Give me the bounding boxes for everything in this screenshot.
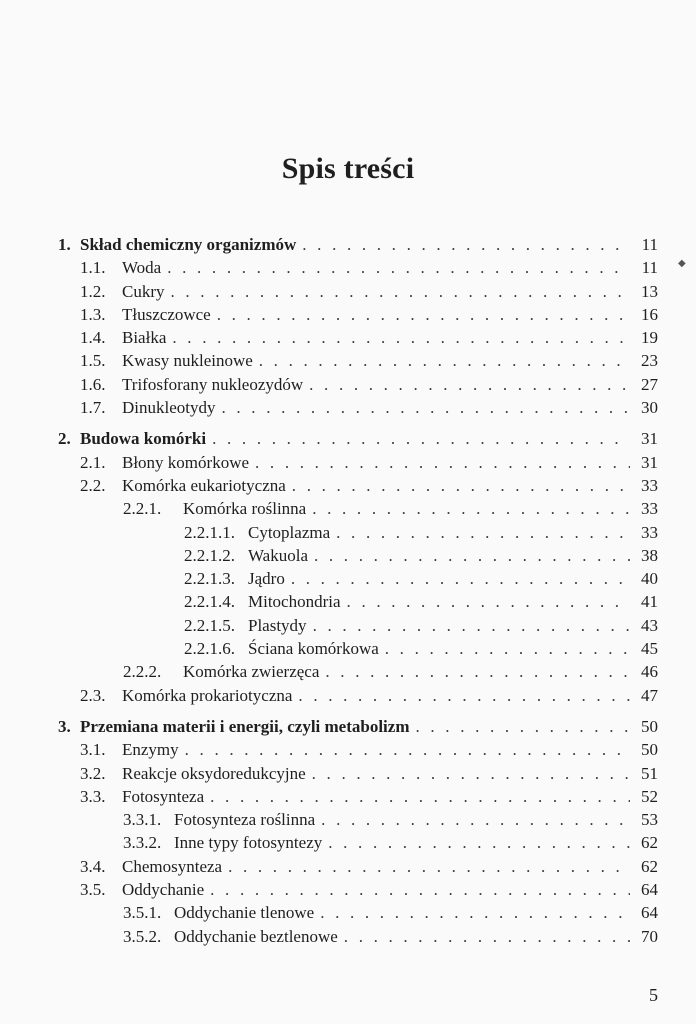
toc-entry[interactable] bbox=[58, 280, 658, 303]
toc-entry-title: Komórka roślinna bbox=[183, 499, 307, 519]
dot-leader bbox=[302, 233, 630, 256]
toc-entry-number: 2.2.1.4. bbox=[184, 592, 235, 612]
toc-entry-title: Fotosynteza bbox=[122, 786, 205, 806]
toc-entry-page: 40 bbox=[641, 569, 658, 589]
toc-entry-number: 1.6. bbox=[80, 374, 106, 394]
toc-entry[interactable] bbox=[58, 855, 658, 878]
toc-entry-title: Cukry bbox=[122, 281, 165, 301]
dot-leader bbox=[210, 878, 630, 901]
toc-entry-number: 2.2.1.3. bbox=[184, 569, 235, 589]
dot-leader bbox=[309, 373, 630, 396]
toc-entry-title: Inne typy fotosyntezy bbox=[174, 833, 323, 853]
dot-leader bbox=[385, 637, 630, 660]
toc-entry[interactable] bbox=[58, 878, 658, 901]
toc-entry[interactable] bbox=[58, 256, 658, 279]
margin-mark: ◆ bbox=[678, 258, 686, 269]
toc-entry-title: Przemiana materii i energii, czyli metabolizm bbox=[80, 716, 410, 736]
dot-leader bbox=[291, 567, 630, 590]
table-of-contents bbox=[58, 233, 658, 948]
toc-entry-page: 31 bbox=[641, 452, 658, 472]
toc-entry-title: Jądro bbox=[248, 569, 285, 589]
toc-entry-number: 1.5. bbox=[80, 351, 106, 371]
dot-leader bbox=[222, 396, 631, 419]
toc-entry-title: Oddychanie beztlenowe bbox=[174, 926, 338, 946]
toc-entry-number: 1. bbox=[58, 235, 71, 254]
toc-entry-page: 47 bbox=[641, 685, 658, 705]
toc-entry-page: 50 bbox=[641, 716, 658, 736]
toc-entry-title: Oddychanie tlenowe bbox=[174, 903, 315, 923]
toc-entry-title: Oddychanie bbox=[122, 880, 205, 900]
toc-entry-number: 1.2. bbox=[80, 281, 106, 301]
toc-entry[interactable] bbox=[58, 303, 658, 326]
toc-entry-number: 2.2.1.1. bbox=[184, 522, 235, 542]
toc-entry[interactable] bbox=[58, 521, 658, 544]
toc-entry[interactable] bbox=[58, 373, 658, 396]
toc-entry-page: 33 bbox=[641, 499, 658, 519]
toc-entry-number: 3.4. bbox=[80, 856, 106, 876]
toc-entry-number: 3.5.1. bbox=[123, 903, 162, 923]
toc-entry[interactable] bbox=[58, 451, 658, 474]
toc-entry-title: Białka bbox=[122, 328, 167, 348]
toc-entry-page: 11 bbox=[641, 258, 658, 278]
toc-chapter-entry[interactable] bbox=[58, 427, 658, 450]
dot-leader bbox=[228, 855, 630, 878]
toc-chapter-entry[interactable] bbox=[58, 715, 658, 738]
toc-entry[interactable] bbox=[58, 762, 658, 785]
dot-leader bbox=[321, 808, 630, 831]
toc-entry-title: Budowa komórki bbox=[80, 429, 207, 449]
toc-entry[interactable] bbox=[58, 738, 658, 761]
toc-entry[interactable] bbox=[58, 925, 658, 948]
toc-entry-title: Plastydy bbox=[248, 615, 307, 635]
toc-entry-title: Chemosynteza bbox=[122, 856, 223, 876]
toc-entry-page: 46 bbox=[641, 662, 658, 682]
toc-entry-page: 62 bbox=[641, 833, 658, 853]
toc-entry-number: 2.2.1.5. bbox=[184, 615, 235, 635]
toc-entry-number: 1.3. bbox=[80, 304, 106, 324]
toc-entry-number: 3. bbox=[58, 716, 71, 736]
toc-entry-number: 1.1. bbox=[80, 258, 106, 278]
toc-entry-number: 2.2.1. bbox=[123, 499, 162, 519]
toc-entry[interactable] bbox=[58, 326, 658, 349]
toc-entry-title: Enzymy bbox=[122, 740, 179, 760]
toc-entry-page: 33 bbox=[641, 475, 658, 495]
toc-entry[interactable] bbox=[58, 660, 658, 683]
toc-entry-page: 23 bbox=[641, 351, 658, 371]
toc-entry-title: Cytoplazma bbox=[248, 522, 331, 542]
toc-entry[interactable] bbox=[58, 901, 658, 924]
toc-entry-title: Komórka eukariotyczna bbox=[122, 475, 286, 495]
toc-entry-number: 2.2.1.2. bbox=[184, 545, 235, 565]
toc-entry-title: Dinukleotydy bbox=[122, 398, 216, 418]
toc-entry-page: 38 bbox=[641, 545, 658, 565]
toc-entry-page: 16 bbox=[641, 304, 658, 324]
toc-entry-page: 41 bbox=[641, 592, 658, 612]
toc-chapter-entry[interactable] bbox=[58, 233, 658, 256]
dot-leader bbox=[217, 303, 630, 326]
toc-entry-title: Kwasy nukleinowe bbox=[122, 351, 253, 371]
toc-entry-page: 33 bbox=[641, 522, 658, 542]
toc-entry-number: 3.5.2. bbox=[123, 926, 162, 946]
toc-entry-title: Mitochondria bbox=[248, 592, 341, 612]
toc-entry-page: 51 bbox=[641, 763, 658, 783]
toc-entry-number: 3.1. bbox=[80, 740, 106, 760]
dot-leader bbox=[328, 831, 630, 854]
dot-leader bbox=[255, 451, 630, 474]
toc-entry[interactable] bbox=[58, 785, 658, 808]
toc-entry[interactable] bbox=[58, 544, 658, 567]
toc-entry-number: 1.7. bbox=[80, 398, 106, 418]
page-number: 5 bbox=[649, 985, 658, 1005]
toc-entry-title: Fotosynteza roślinna bbox=[174, 810, 316, 830]
toc-entry[interactable] bbox=[58, 637, 658, 660]
dot-leader bbox=[312, 762, 630, 785]
toc-entry-title: Trifosforany nukleozydów bbox=[122, 374, 304, 394]
toc-entry-page: 19 bbox=[641, 328, 658, 348]
dot-leader bbox=[298, 684, 630, 707]
toc-entry-number: 2.2.2. bbox=[123, 662, 162, 682]
toc-entry-title: Reakcje oksydoredukcyjne bbox=[122, 763, 306, 783]
dot-leader bbox=[344, 925, 630, 948]
toc-entry-number: 2.3. bbox=[80, 685, 106, 705]
toc-entry-page: 64 bbox=[641, 880, 658, 900]
toc-entry-number: 3.2. bbox=[80, 763, 106, 783]
toc-entry-page: 30 bbox=[641, 398, 658, 418]
toc-entry[interactable] bbox=[58, 808, 658, 831]
dot-leader bbox=[320, 901, 630, 924]
toc-entry-page: 50 bbox=[641, 740, 658, 760]
toc-entry-number: 1.4. bbox=[80, 328, 106, 348]
toc-entry-title: Wakuola bbox=[248, 545, 308, 565]
toc-entry[interactable] bbox=[58, 684, 658, 707]
dot-leader bbox=[292, 474, 630, 497]
dot-leader bbox=[347, 590, 630, 613]
page-title: Spis treści bbox=[281, 152, 415, 185]
toc-entry-number: 2.2. bbox=[80, 475, 106, 495]
toc-entry[interactable] bbox=[58, 474, 658, 497]
dot-leader bbox=[167, 256, 630, 279]
toc-entry-title: Tłuszczowce bbox=[122, 304, 211, 324]
toc-entry-title: Komórka prokariotyczna bbox=[122, 685, 293, 705]
toc-entry[interactable] bbox=[58, 349, 658, 372]
toc-entry[interactable] bbox=[58, 567, 658, 590]
toc-entry-number: 2.1. bbox=[80, 452, 106, 472]
toc-entry-page: 62 bbox=[641, 856, 658, 876]
toc-entry-page: 53 bbox=[641, 810, 658, 830]
dot-leader bbox=[210, 785, 630, 808]
dot-leader bbox=[172, 326, 630, 349]
toc-entry-title: Skład chemiczny organizmów bbox=[80, 235, 297, 254]
toc-entry-page: 31 bbox=[641, 429, 658, 449]
toc-entry-page: 43 bbox=[641, 615, 658, 635]
toc-entry-number: 2. bbox=[58, 429, 71, 449]
toc-entry-page: 13 bbox=[641, 281, 658, 301]
dot-leader bbox=[313, 614, 630, 637]
toc-entry-title: Komórka zwierzęca bbox=[183, 662, 320, 682]
toc-entry-number: 3.3.2. bbox=[123, 833, 162, 853]
toc-entry-number: 3.5. bbox=[80, 880, 106, 900]
toc-entry-title: Ściana komórkowa bbox=[248, 639, 379, 659]
dot-leader bbox=[416, 715, 631, 738]
dot-leader bbox=[185, 738, 630, 761]
toc-entry-number: 2.2.1.6. bbox=[184, 639, 235, 659]
toc-entry-page: 70 bbox=[641, 926, 658, 946]
toc-entry[interactable] bbox=[58, 497, 658, 520]
toc-entry-title: Woda bbox=[122, 258, 162, 278]
dot-leader bbox=[171, 280, 631, 303]
toc-entry[interactable] bbox=[58, 396, 658, 419]
toc-entry-number: 3.3.1. bbox=[123, 810, 162, 830]
toc-entry[interactable] bbox=[58, 831, 658, 854]
dot-leader bbox=[259, 349, 630, 372]
dot-leader bbox=[336, 521, 630, 544]
toc-entry-page: 27 bbox=[641, 374, 658, 394]
toc-entry-number: 3.3. bbox=[80, 786, 106, 806]
toc-entry[interactable] bbox=[58, 590, 658, 613]
dot-leader bbox=[312, 497, 630, 520]
toc-entry-page: 64 bbox=[641, 903, 658, 923]
toc-entry-page: 11 bbox=[641, 235, 658, 254]
toc-entry-page: 45 bbox=[641, 639, 658, 659]
toc-entry-page: 52 bbox=[641, 786, 658, 806]
toc-entry-title: Błony komórkowe bbox=[122, 452, 250, 472]
dot-leader bbox=[212, 427, 630, 450]
toc-entry[interactable] bbox=[58, 614, 658, 637]
dot-leader bbox=[325, 660, 630, 683]
dot-leader bbox=[314, 544, 630, 567]
